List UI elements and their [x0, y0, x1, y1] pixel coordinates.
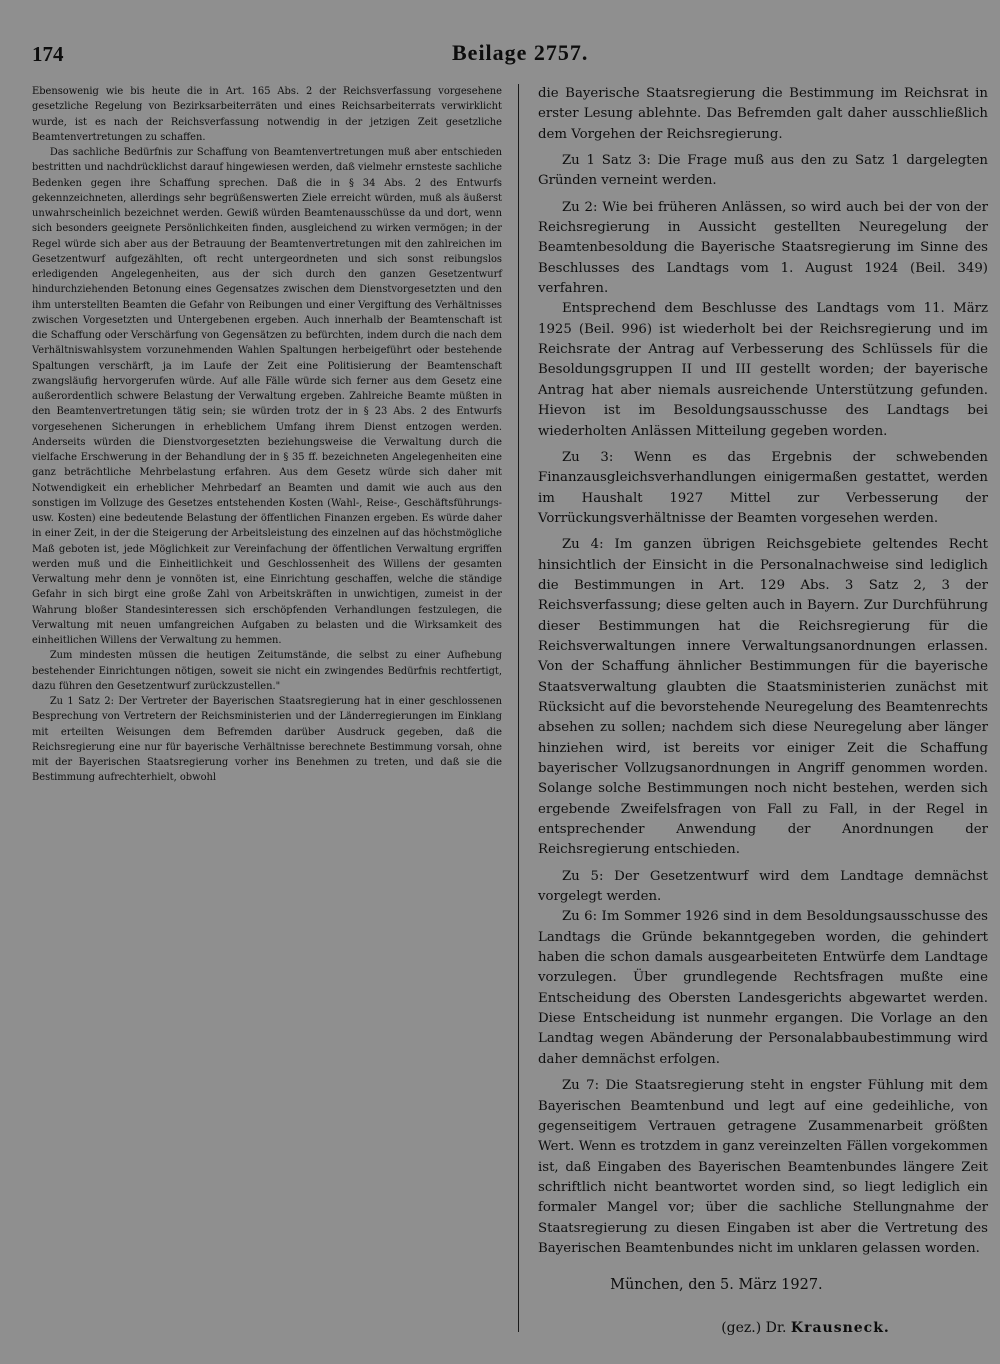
paragraph: Zum mindesten müssen die heutigen Zeitumstände, die selbst zu einer Aufhebung bestehender Einrichtungen nötigen, soweit sie nicht ein zwingendes Bedürfnis rechtfertigt, dazu führen den Gesetzentwurf zurückzustellen." [32, 650, 502, 692]
left-column [32, 84, 502, 1338]
paragraph: die Bayerische Staatsregierung die Bestimmung im Reichsrat in erster Lesung ablehnte. Das Befremden galt daher ausschließlich dem Vorgehen der Reichsregierung. [538, 86, 988, 142]
supplement-title: Beilage 2757. [452, 40, 589, 65]
signature-place-date: München, den 5. März 1927. [610, 1277, 823, 1294]
right-column [538, 84, 988, 1338]
signature-line [538, 1318, 988, 1338]
column-divider [518, 84, 519, 1332]
signature-prefix: (gez.) Dr. [721, 1319, 787, 1336]
paragraph: Zu 7: Die Staatsregierung steht in engster Fühlung mit dem Bayerischen Beamtenbund und legt auf eine gedeihliche, von gegenseitigem Vertrauen getragene Zusammenarbeit größten Wert. Wenn es trotzdem in ganz vereinzelten Fällen vorgekommen ist, daß Eingaben des Bayerischen Beamtenbundes längere Zeit schriftlich nicht beantwortet worden sind, so liegt lediglich ein formaler Mangel vor; über die sachliche Stellungnahme der Staatsregierung zu diesen Eingaben ist aber die Vertretung des Bayerischen Beamtenbundes nicht im unklaren gelassen worden. [538, 1078, 988, 1256]
page-header [32, 40, 988, 74]
paragraph: Zu 2: Wie bei früheren Anlässen, so wird auch bei der von der Reichsregierung in Aussicht gestellten Neuregelung der Beamtenbesoldung die Bayerische Staatsregierung im Sinne des Beschlusses des Landtags vom 1. August 1924 (Beil. 349) verfahren. [538, 199, 988, 297]
paragraph: Das sachliche Bedürfnis zur Schaffung von Beamtenvertretungen muß aber entschieden bestritten und nachdrücklichst darauf hingewiesen werden, daß vielmehr ernsteste sachliche Bedenken gegen ihre Schaffung sprechen. Daß die in § 34 Abs. 2 des Entwurfs gekennzeichneten, allerdings sehr begrüßenswerten Ziele erreicht würden, muß als äußerst unwahrscheinlich bezeichnet werden. Gewiß würden Beamtenausschüsse da und dort, wenn sich besonders geeignete Persönlichkeiten finden, ausgleichend zu wirken vermögen; in der Regel würde sich aber aus der Betrauung der Beamtenvertretungen mit den zahlreichen im Gesetzentwurf aufgezählten, oft recht untergeordneten und sich sonst reibungslos erledigenden Angelegenheiten, aus der sich durch den ganzen Gesetzentwurf hindurchziehenden Betonung eines Gegensatzes zwischen dem Dienstvorgesetzten und den ihm unterstellten Beamten die Gefahr von Reibungen und einer Vergiftung des Verhältnisses zwischen Vorgesetzten und Untergebenen ergeben. Auch innerhalb der Beamtenschaft ist die Schaffung oder Verschärfung von Gegensätzen zu befürchten, indem durch die nach dem Verhältniswahlsystem vorzunehmenden Wahlen Spaltungen herbeigeführt oder bestehende Spaltungen verschärft, ja im Laufe der Zeit eine Politisierung der Beamtenschaft zwangsläufig hervorgerufen würde. Auf alle Fälle würde sich ferner aus dem Gesetz eine außerordentlich schwere Belastung der Verwaltung ergeben. Zahlreiche Beamte müßten in den Beamtenvertretungen tätig sein; sie würden trotz der in § 23 Abs. 2 des Entwurfs vorgesehenen Sicherungen in erheblichem Umfang ihrem Dienst entzogen werden. Anderseits würden die Dienstvorgesetzten beziehungsweise die Verwaltung durch die vielfache Erschwerung in der Behandlung der in § 35 ff. bezeichneten Angelegenheiten eine ganz beträchtliche Mehrbelastung erfahren. Aus dem Gesetz würde sich daher mit Notwendigkeit ein erheblicher Mehrbedarf an Beamten und damit wie auch aus den sonstigen im Vollzuge des Gesetzes entstehenden Kosten (Wahl-, Reise-, Geschäftsführungs- usw. Kosten) eine bedeutende Belastung der öffentlichen Finanzen ergeben. Es würde daher in einer Zeit, in der die Steigerung der Arbeitsleistung des einzelnen auf das höchstmögliche Maß geboten ist, jede Möglichkeit zur Vereinfachung der öffentlichen Verwaltung ergriffen werden muß und die Einheitlichkeit und Geschlossenheit des Willens der gesamten Verwaltung mehr denn je vonnöten ist, eine Einrichtung geschaffen, welche die ständige Gefahr in sich birgt eine große Zahl von Arbeitskräften in unwichtigen, zumeist in der Wahrung bloßer Standesinteressen sich erschöpfenden Verhandlungen festzulegen, die Verwaltung mit neuen umfangreichen Aufgaben zu belasten und die Wirksamkeit des einheitlichen Willens der Verwaltung zu hemmen. [32, 147, 502, 646]
paragraph: Ebensowenig wie bis heute die in Art. 165 Abs. 2 der Reichsverfassung vorgesehene gesetzliche Regelung von Bezirksarbeiterräten und eines Reichsarbeiterrats verwirklicht wurde, ist es nach der Reichsverfassung notwendig in der jetzigen Zeit gesetzliche Beamtenvertretungen zu schaffen. [32, 86, 502, 143]
signature-surname: Krausneck. [790, 1319, 890, 1336]
paragraph: Zu 6: Im Sommer 1926 sind in dem Besoldungsausschusse des Landtags die Gründe bekanntgegeben worden, die gehindert haben die schon damals ausgearbeiteten Entwürfe dem Landtage vorzulegen. Über grundlegende Rechtsfragen mußte eine Entscheidung des Obersten Landesgerichts abgewartet werden. Diese Entscheidung ist nunmehr ergangen. Die Vorlage an den Landtag wegen Abänderung der Personalabbaubestimmung wird daher demnächst erfolgen. [538, 909, 988, 1067]
paragraph: Zu 1 Satz 3: Die Frage muß aus den zu Satz 1 dargelegten Gründen verneint werden. [538, 153, 988, 189]
paragraph: Zu 1 Satz 2: Der Vertreter der Bayerischen Staatsregierung hat in einer geschlossenen Besprechung von Vertretern der Reichsministerien und der Länderregierungen im Einklang mit erteilten Weisungen dem Befremden darüber Ausdruck gegeben, daß die Reichsregierung eine nur für bayerische Verhältnisse berechnete Bestimmung vorsah, ohne mit der Bayerischen Staatsregierung vorher ins Benehmen zu treten, und daß sie die Bestimmung aufrechterhielt, obwohl [32, 696, 502, 784]
paragraph: Zu 5: Der Gesetzentwurf wird dem Landtage demnächst vorgelegt werden. [538, 868, 988, 905]
paragraph: Zu 4: Im ganzen übrigen Reichsgebiete geltendes Recht hinsichtlich der Einsicht in die Personalnachweise sind lediglich die Bestimmungen in Art. 129 Abs. 3 Satz 2, 3 der Reichsverfassung; diese gelten auch in Bayern. Zur Durchführung dieser Bestimmungen hat die Reichsregierung für die Reichsverwaltungen innere Verwaltungsanordnungen erlassen. Von der Schaffung ähnlicher Bestimmungen für die bayerische Staatsverwaltung glaubten die Staatsministerien zunächst mit Rücksicht auf die bevorstehende Neuregelung des Beamtenrechts absehen zu sollen; nachdem sich diese Neuregelung aber länger hinziehen wird, ist bereits vor einiger Zeit die Schaffung bayerischer Vollzugsanordnungen in Angriff genommen worden. Solange solche Bestimmungen noch nicht bestehen, werden sich ergebende Zweifelsfragen von Fall zu Fall, in der Regel in entsprechender Anwendung der Anordnungen der Reichsregierung entschieden. [538, 537, 988, 858]
page-number: 174 [32, 42, 64, 66]
paragraph: Zu 3: Wenn es das Ergebnis der schwebenden Finanzausgleichsverhandlungen einigermaßen gestattet, werden im Haushalt 1927 Mittel zur Verbesserung der Vorrückungsverhältnisse der Beamten vorgesehen werden. [538, 449, 988, 526]
paragraph: Entsprechend dem Beschlusse des Landtags vom 11. März 1925 (Beil. 996) ist wiederholt bei der Reichsregierung und im Reichsrate der Antrag auf Verbesserung des Schlüssels für die Besoldungsgruppen II und III gestellt worden; der bayerische Antrag hat aber niemals ausreichende Unterstützung gefunden. Hievon ist im Besoldungsausschusse des Landtags bei wiederholten Anlässen Mitteilung gegeben worden. [538, 301, 988, 439]
text-columns [32, 84, 988, 1338]
